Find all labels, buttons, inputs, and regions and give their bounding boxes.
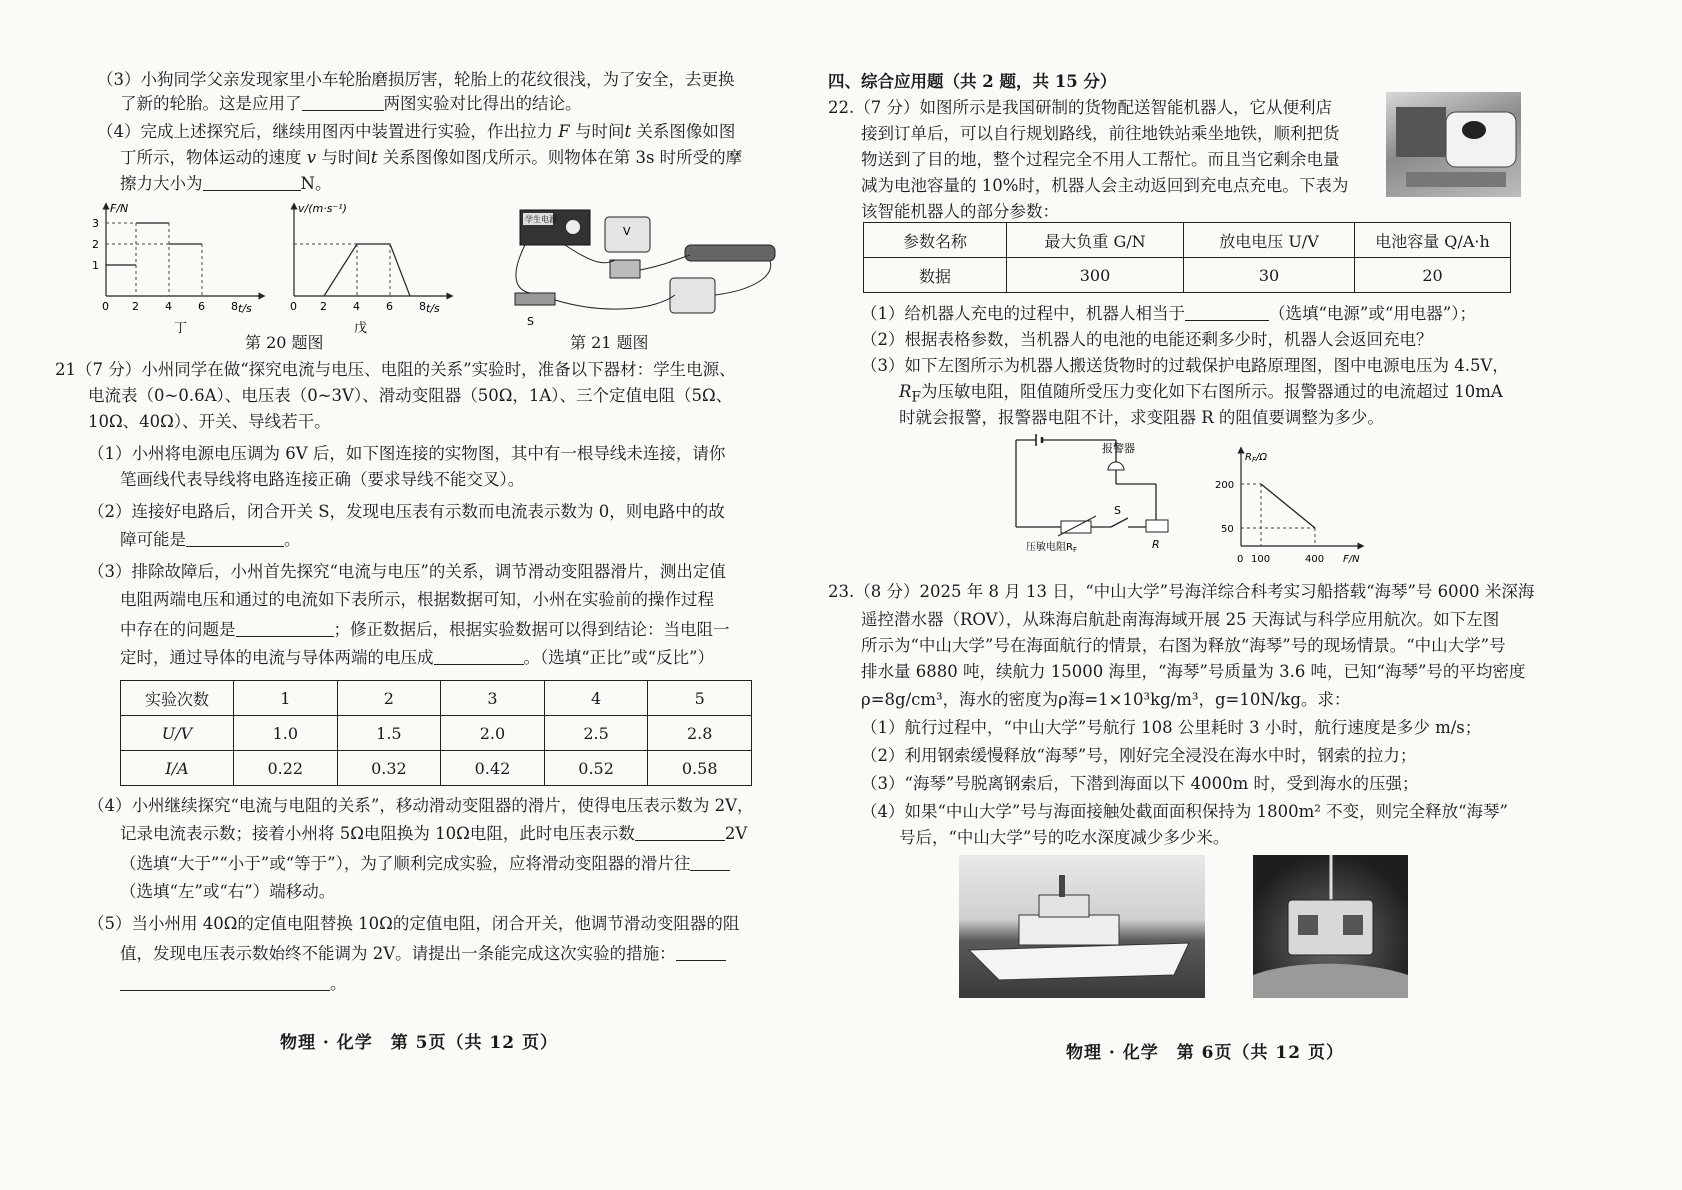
q22-intro-2: 接到订单后，可以自行规划路线，前往地铁站乘坐地铁，顺利把货 [861,124,1340,143]
switch-label: S [527,315,534,328]
answer-blank[interactable] [434,646,524,665]
svg-text:50: 50 [1221,524,1234,535]
q23-line2: 遥控潜水器（ROV），从珠海启航赴南海海域开展 25 天海试与科学应用航次。如下左图 [861,610,1500,629]
table-row: 数据 300 30 20 [864,258,1511,293]
q20-4-line1: （4）完成上述探究后，继续用图丙中装置进行实验，作出拉力 F 与时间t 关系图像如图 [97,122,736,141]
robot-photo [1386,92,1521,197]
rf-data-line [1261,484,1315,528]
answer-blank[interactable] [186,528,284,547]
answer-blank[interactable] [236,618,334,637]
svg-text:1: 1 [92,259,99,272]
voltmeter-label: V [623,225,631,238]
q22-3-line3: 时就会报警，报警器电阻不计，求变阻器 R 的阻值要调整为多少。 [899,408,1384,427]
graph-ding [92,200,272,340]
q20-4-line3: 擦力大小为 N。 [120,174,332,193]
svg-text:400: 400 [1305,554,1325,565]
circuit-21 [505,205,805,330]
q20-4-line2: 丁所示，物体运动的速度 v 与时间t 关系图像如图戊所示。则物体在第 3s 时所受的摩 [120,148,743,167]
robot-params-table [863,222,1511,293]
q22-3-line1: （3）如下左图所示为机器人搬送货物时的过载保护电路原理图，图中电源电压为 4.5V， [861,356,1509,375]
q21-5-line3: 。 [120,972,347,996]
svg-text:8: 8 [231,300,238,313]
rheostat-label: R [1152,538,1160,551]
q22-intro-5: 该智能机器人的部分参数： [861,202,1059,221]
svg-text:0: 0 [290,300,297,313]
q21-4-line1: （4）小州继续探究“电流与电阻的关系”，移动滑动变阻器的滑片，使得电压表示数为 2V， [88,796,754,815]
svg-text:4: 4 [165,300,172,313]
q21-5-line2: 值，发现电压表示数始终不能调为 2V。请提出一条能完成这次实验的措施： [120,942,726,966]
q21-3-line2: 电阻两端电压和通过的电流如下表所示，根据数据可知，小州在实验前的操作过程 [120,590,714,609]
q22-intro-4: 减为电池容量的 10%时，机器人会主动返回到充电点充电。下表为 [861,176,1349,195]
page-6 [828,0,1682,1190]
alarm-label: 报警器 [1102,442,1135,455]
q21-3-line3: 中存在的问题是 ；修正数据后，根据实验数据可以得到结论：当电阻一 [120,620,730,639]
q21-5-line1: （5）当小州用 40Ω的定值电阻替换 10Ω的定值电阻，闭合开关，他调节滑动变阻器的阻 [88,914,740,933]
svg-text:2: 2 [132,300,139,313]
ding-caption: 丁 [174,321,188,336]
wu-caption: 戊 [354,321,368,336]
section-title-4: 四、综合应用题（共 2 题，共 15 分） [828,72,1117,91]
q20-3-line2: 了新的轮胎。这是应用了 两图实验对比得出的结论。 [120,94,582,113]
table-header-row: 参数名称 最大负重 G/N 放电电压 U/V 电池容量 Q/A·h [864,223,1511,258]
page-footer-6: 物理 · 化学 第 6页（共 12 页） [1066,1043,1344,1063]
wu-ylabel: v/(m·s⁻¹) [298,202,347,215]
q23-4-line2: 号后，“中山大学”号的吃水深度减少多少米。 [899,828,1230,847]
svg-text:3: 3 [92,217,99,230]
q22-intro-3: 物送到了目的地，整个过程完全不用人工帮忙。而且当它剩余电量 [861,150,1340,169]
q21-1-line2: 笔画线代表导线将电路连接正确（要求导线不能交叉）。 [120,470,525,489]
rf-graph [1211,446,1371,570]
svg-text:2: 2 [320,300,327,313]
pressure-resistor-label: 压敏电阻$R_F$ [1026,542,1077,552]
svg-text:8: 8 [419,300,426,313]
q23-line3: 所示为“中山大学”号在海面航行的情景，右图为释放“海琴”号的现场情景。“中山大学”号 [861,636,1506,655]
answer-blank[interactable] [302,92,384,111]
q21-4-line3: （选填“大于”“小于”或“等于”），为了顺利完成实验，应将滑动变阻器的滑片往 [120,852,730,876]
q23-line5: ρ=8g/cm³，海水的密度为ρ海=1×10³kg/m³，g=10N/kg。求： [861,690,1351,709]
caption-q21: 第 21 题图 [570,333,649,352]
q20-3-line1: （3）小狗同学父亲发现家里小车轮胎磨损厉害，轮胎上的花纹很浅，为了安全，去更换 [97,70,735,89]
svg-text:4: 4 [353,300,360,313]
q23-1: （1）航行过程中，“中山大学”号航行 108 公里耗时 3 小时，航行速度是多少 m/s； [861,718,1482,737]
q21-4-line4: （选填“左”或“右”）端移动。 [120,882,336,901]
q21-intro-3: 10Ω、40Ω）、开关、导线若干。 [88,412,331,431]
ship-photo [959,855,1205,998]
answer-blank[interactable] [676,942,726,961]
q21-3-line4: 定时，通过导体的电流与导体两端的电压成 。（选填“正比”或“反比”） [120,648,714,667]
q23-line1: 23.（8 分）2025 年 8 月 13 日，“中山大学”号海洋综合科考实习船搭载“海琴”号 6000 米深海 [828,582,1535,601]
q23-2: （2）利用钢索缓慢释放“海琴”号，刚好完全浸没在海水中时，钢索的拉力； [861,746,1417,765]
graph-wu [280,200,460,340]
rov-photo [1253,855,1408,998]
svg-text:6: 6 [386,300,393,313]
svg-text:6: 6 [198,300,205,313]
q21-2-line2: 障可能是 。 [120,530,301,549]
table-row: I/A 0.22 0.32 0.42 0.52 0.58 [121,751,752,786]
q21-1-line1: （1）小州将电源电压调为 6V 后，如下图连接的实物图，其中有一根导线未连接，请你 [88,444,726,463]
q22-3-line2: $R_F$为压敏电阻，阻值随所受压力变化如下右图所示。报警器通过的电流超过 10mA [899,382,1503,406]
svg-text:2: 2 [92,238,99,251]
q22-intro-1: 22.（7 分）如图所示是我国研制的货物配送智能机器人，它从便利店 [828,98,1332,117]
answer-blank[interactable] [203,172,301,191]
q23-line4: 排水量 6880 吨，续航力 15000 海里，“海琴”号质量为 3.6 吨，已知“海琴”号的平均密度 [861,662,1526,681]
page-footer-5: 物理 · 化学 第 5页（共 12 页） [280,1033,558,1053]
switch-s-label: S [1114,504,1121,517]
rf-ylabel: $R_F/\Omega$ [1245,452,1267,464]
q23-4-line1: （4）如果“中山大学”号与海面接触处截面面积保持为 1800m² 不变，则完全释放“海琴” [861,802,1508,821]
svg-text:0: 0 [1237,554,1244,565]
q22-2: （2）根据表格参数，当机器人的电池的电能还剩多少时，机器人会返回充电？ [861,330,1433,349]
answer-blank[interactable] [635,822,725,841]
table-header-row: 实验次数 1 2 3 4 5 [121,681,752,716]
q21-intro-1: 21（7 分）小州同学在做“探究电流与电压、电阻的关系”实验时，准备以下器材：学生电源、 [55,360,736,379]
q23-3: （3）“海琴”号脱离钢索后，下潜到海面以下 4000m 时，受到海水的压强； [861,774,1419,793]
q22-1: （1）给机器人充电的过程中，机器人相当于 （选填“电源”或“用电器”）； [861,304,1476,323]
svg-text:0: 0 [102,300,109,313]
table-row: U/V 1.0 1.5 2.0 2.5 2.8 [121,716,752,751]
caption-q20: 第 20 题图 [245,333,324,352]
q21-intro-2: 电流表（0~0.6A）、电压表（0~3V）、滑动变阻器（50Ω，1A）、三个定值电阻（5Ω、 [88,386,733,405]
q21-2-line1: （2）连接好电路后，闭合开关 S，发现电压表有示数而电流表示数为 0，则电路中的故 [88,502,725,521]
data-table-21 [120,680,752,786]
ding-ylabel: F/N [110,202,129,215]
q21-4-line2: 记录电流表示数；接着小州将 5Ω电阻换为 10Ω电阻，此时电压表示数 2V [120,824,748,843]
svg-text:200: 200 [1215,480,1235,491]
answer-blank[interactable] [690,852,730,871]
q21-3-line1: （3）排除故障后，小州首先探究“电流与电压”的关系，调节滑动变阻器滑片，测出定值 [88,562,726,581]
answer-blank[interactable] [1185,302,1269,321]
overload-circuit [1006,432,1181,552]
ding-xlabel: t/s [238,302,252,315]
rf-xlabel: F/N [1343,554,1360,565]
answer-blank[interactable] [120,972,330,991]
wu-xlabel: t/s [426,302,440,315]
svg-text:100: 100 [1251,554,1271,565]
power-supply-label: 学生电源 [525,215,557,224]
